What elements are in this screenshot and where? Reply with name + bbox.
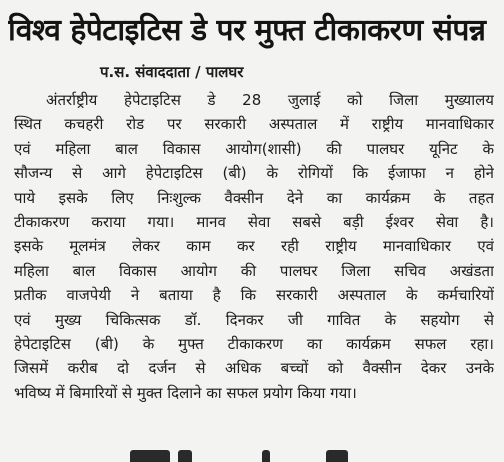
cropped-glyph-fragment	[130, 450, 170, 462]
cropped-glyph-fragment	[326, 450, 348, 462]
body-line: जिसमें करीब दो दर्जन से अधिक बच्चों को वैक्सीन देकर उनके	[14, 359, 494, 378]
cropped-glyph-fragment	[262, 450, 270, 462]
article-headline: विश्व हेपेटाइटिस डे पर मुफ्त टीकाकरण संपन्न	[8, 13, 486, 48]
body-line: सौजन्य से आगे हेपेटाइटिस (बी) के रोगियों कि ईजाफा न होने	[14, 164, 494, 183]
body-line: अंतर्राष्ट्रीय हेपेटाइटिस डे 28 जुलाई को जिला मुख्यालय	[46, 91, 494, 109]
body-line: टीकाकरण कराया गया। मानव सेवा सबसे बड़ी ईश्वर सेवा है।	[14, 212, 494, 231]
cropped-glyph-fragment	[178, 450, 192, 462]
body-line: पाये इसके लिए निःशुल्क वैक्सीन देने का कार्यक्रम के तहत	[14, 188, 494, 207]
body-line: महिला बाल विकास आयोग की पालघर जिला सचिव अखंडता	[14, 261, 494, 280]
body-line: हेपेटाइटिस (बी) के मुफ्त टीकाकरण का कार्यक्रम सफल रहा।	[14, 334, 494, 353]
body-line: इसके मूलमंत्र लेकर काम कर रही राष्ट्रीय मानवाधिकार एवं	[14, 237, 494, 256]
cropped-next-headline	[0, 442, 504, 462]
body-line: एवं महिला बाल विकास आयोग(शासी) की पालघर यूनिट के	[14, 139, 494, 158]
body-line: प्रतीक वाजपेयी ने बताया है कि सरकारी अस्पताल के कर्मचारियों	[14, 286, 494, 305]
body-line: स्थित कचहरी रोड पर सरकारी अस्पताल में राष्ट्रीय मानवाधिकार	[14, 115, 494, 134]
body-line: एवं मुख्य चिकित्सक डॉ. दिनकर जी गावित के सहयोग से	[14, 310, 494, 329]
article-byline: प.स. संवाददाता / पालघर	[100, 63, 244, 81]
body-line: भविष्य में बिमारियों से मुक्त दिलाने का सफल प्रयोग किया गया।	[14, 383, 357, 402]
article-body	[14, 88, 494, 405]
